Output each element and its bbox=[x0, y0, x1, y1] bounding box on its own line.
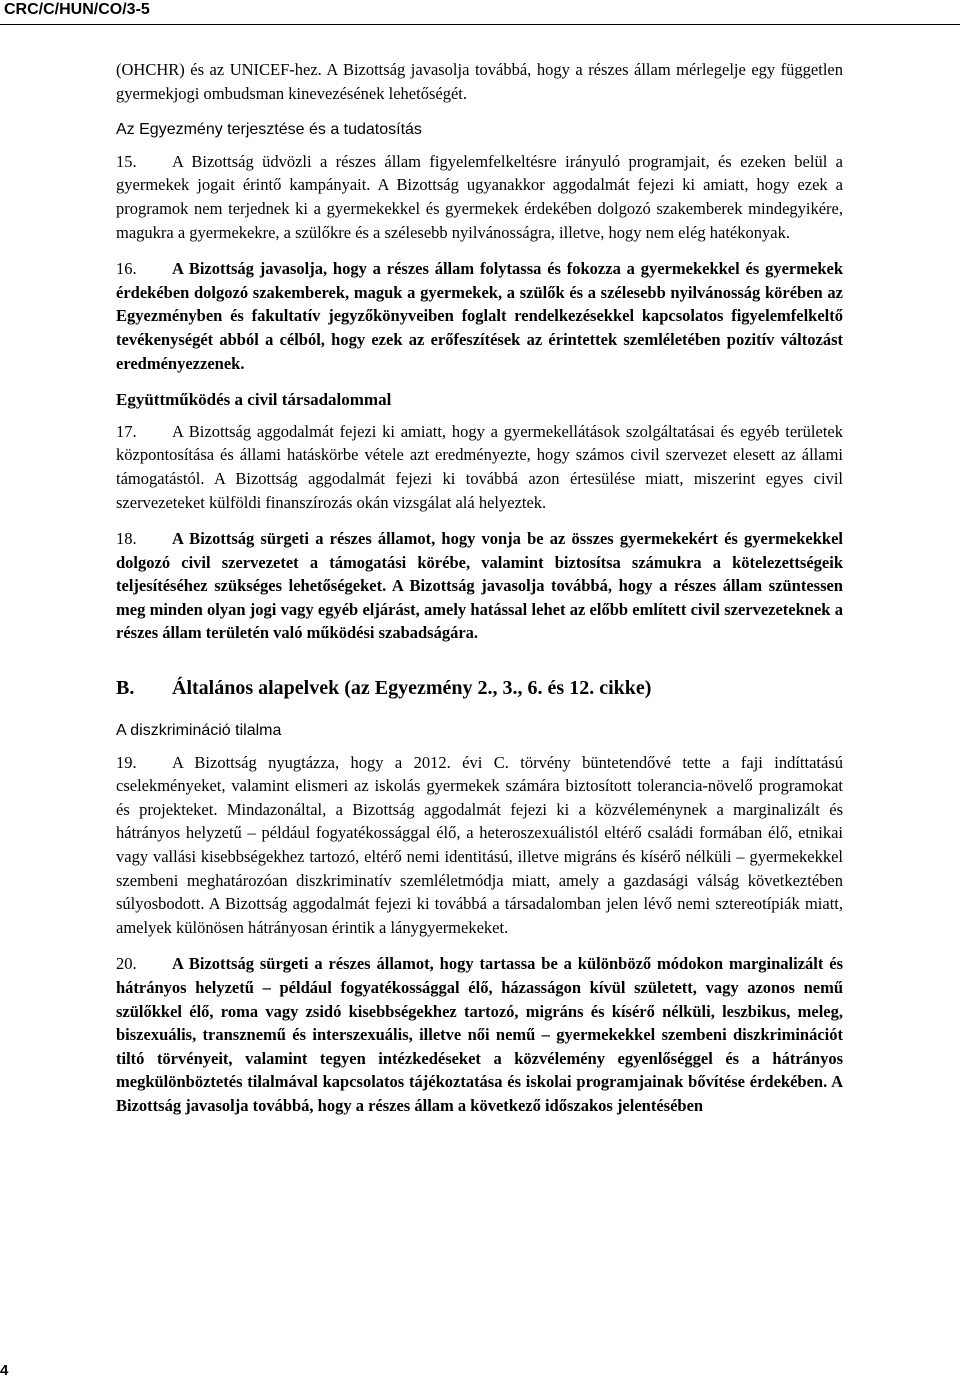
paragraph-16 bbox=[116, 257, 843, 375]
section-title: Általános alapelvek (az Egyezmény 2., 3., 6. és 12. cikke) bbox=[172, 677, 652, 700]
paragraph-18 bbox=[116, 527, 843, 645]
document-body bbox=[116, 58, 843, 1131]
paragraph-number: 16. bbox=[116, 259, 137, 279]
paragraph-text: A Bizottság aggodalmát fejezi ki amiatt, hogy a gyermekellátások szolgáltatásai és egyéb területek központosítása és állami hatáskörbe vétele azt eredményezte, hogy számos civil szervezet elesett az állami támogatástól. A Bizottság aggodalmát fejezi ki továbbá azon értesülése miatt, miszerint egyes civil szervezeteket külföldi finanszírozás okán vizsgálat alá helyeztek. bbox=[116, 421, 843, 512]
paragraph-20 bbox=[116, 952, 843, 1117]
paragraph-text: A Bizottság üdvözli a részes állam figyelemfelkeltésre irányuló programjait, és ezeken belül a gyermekek jogait érintő kampányait. A Bizottság ugyanakkor aggodalmát fejezi ki amiatt, hogy ezek a programok nem terjednek ki a gyermekekkel és gyermekek érdekében dolgozó szakemberek mindegyikére, magukra a gyermekekre, a szülőkre és a szélesebb nyilvánosságra, illetve, hogy nem elég hatékonyak. bbox=[116, 151, 843, 242]
paragraph-number: 17. bbox=[116, 421, 137, 441]
paragraph-text: A Bizottság sürgeti a részes államot, hogy vonja be az összes gyermekekért és gyermekekkel dolgozó civil szervezetet a támogatási körébe, valamint biztosítsa számukra a kötelezettségeik teljesítéséhez szükséges lehetőségeket. A Bizottság javasolja továbbá, hogy a részes állam szüntessen meg minden olyan jogi vagy egyéb eljárást, amely hatással lehet az előbb említett civil szervezeteknek a részes állam területén való működési szabadságára. bbox=[116, 529, 843, 643]
section-heading-b bbox=[116, 675, 843, 701]
subheading-civil-society: Együttműködés a civil társadalommal bbox=[116, 390, 392, 410]
paragraph-text: A Bizottság nyugtázza, hogy a 2012. évi C. törvény büntetendővé tette a faji indíttatású cselekményeket, valamint elismeri az iskolás gyermekek számára biztosított tolerancia-növelő programokat és projekteket. Mindazonáltal, a Bizottság aggodalmát fejezi ki a közvéleménynek a marginalizált és hátrányos helyzetű – például fogyatékossággal élő, a heteroszexuálistól eltérő családi formában élő, etnikai vagy vallási kisebbségekhez tartozó, eltérő nemi identitású, illetve migráns és kísérő nélküli – gyermekekkel szembeni meghatározóan diszkriminatív szemléletmódja miatt, amely a gazdasági válság következtében súlyosbodott. A Bizottság aggodalmát fejezi ki továbbá a társadalomban jelen lévő nemi sztereotípiák miatt, amelyek különösen hátrányosan érintik a lánygyermekeket. bbox=[116, 752, 843, 937]
intro-paragraph: (OHCHR) és az UNICEF-hez. A Bizottság javasolja továbbá, hogy a részes állam mérlegelje egy független gyermekjogi ombudsman kinevezésének lehetőségét. bbox=[116, 60, 843, 103]
paragraph-number: 15. bbox=[116, 151, 137, 171]
paragraph-15 bbox=[116, 150, 843, 244]
paragraph-text: A Bizottság sürgeti a részes államot, hogy tartassa be a különböző módokon marginalizált és hátrányos helyzetű – például fogyatékossággal élő, házasságon kívül született, vagy azonos nemű szülőkkel élő, roma vagy zsidó kisebbségekhez tartozó, migráns és kísérő nélküli, leszbikus, meleg, biszexuális, transznemű és interszexuális, illetve női nemű – gyermekekkel szembeni diszkriminációt tiltó törvényeit, valamint tegyen intézkedéseket a közvélemény egyenlőséggel és a hátrányos megkülönböztetés tilalmával kapcsolatos tájékoztatása és iskolai programjainak bővítése érdekében. A Bizottság javasolja továbbá, hogy a részes állam a következő időszakos jelentésében bbox=[116, 954, 843, 1115]
document-symbol: CRC/C/HUN/CO/3-5 bbox=[4, 1, 150, 18]
paragraph-number: 19. bbox=[116, 752, 137, 772]
page-number: 4 bbox=[0, 1362, 9, 1379]
section-letter: B. bbox=[116, 677, 135, 700]
paragraph-17 bbox=[116, 420, 843, 514]
subheading-non-discrimination: A diszkrimináció tilalma bbox=[116, 722, 282, 740]
paragraph-number: 20. bbox=[116, 954, 137, 974]
subheading-dissemination: Az Egyezmény terjesztése és a tudatosítás bbox=[116, 121, 422, 139]
header-divider bbox=[0, 24, 960, 25]
paragraph-19 bbox=[116, 751, 843, 940]
paragraph-text: A Bizottság javasolja, hogy a részes állam folytassa és fokozza a gyermekekkel és gyermekek érdekében dolgozó szakemberek, maguk a gyermekek, a szülők és a szélesebb nyilvánosság körében az Egyezményben és fakultatív jegyzőkönyveiben foglalt rendelkezésekkel kapcsolatos figyelemfelkeltő tevékenységét abból a célból, hogy ezek az erőfeszítések az érintettek szemléletében pozitív változást eredményezzenek. bbox=[116, 259, 843, 373]
paragraph-number: 18. bbox=[116, 529, 137, 549]
